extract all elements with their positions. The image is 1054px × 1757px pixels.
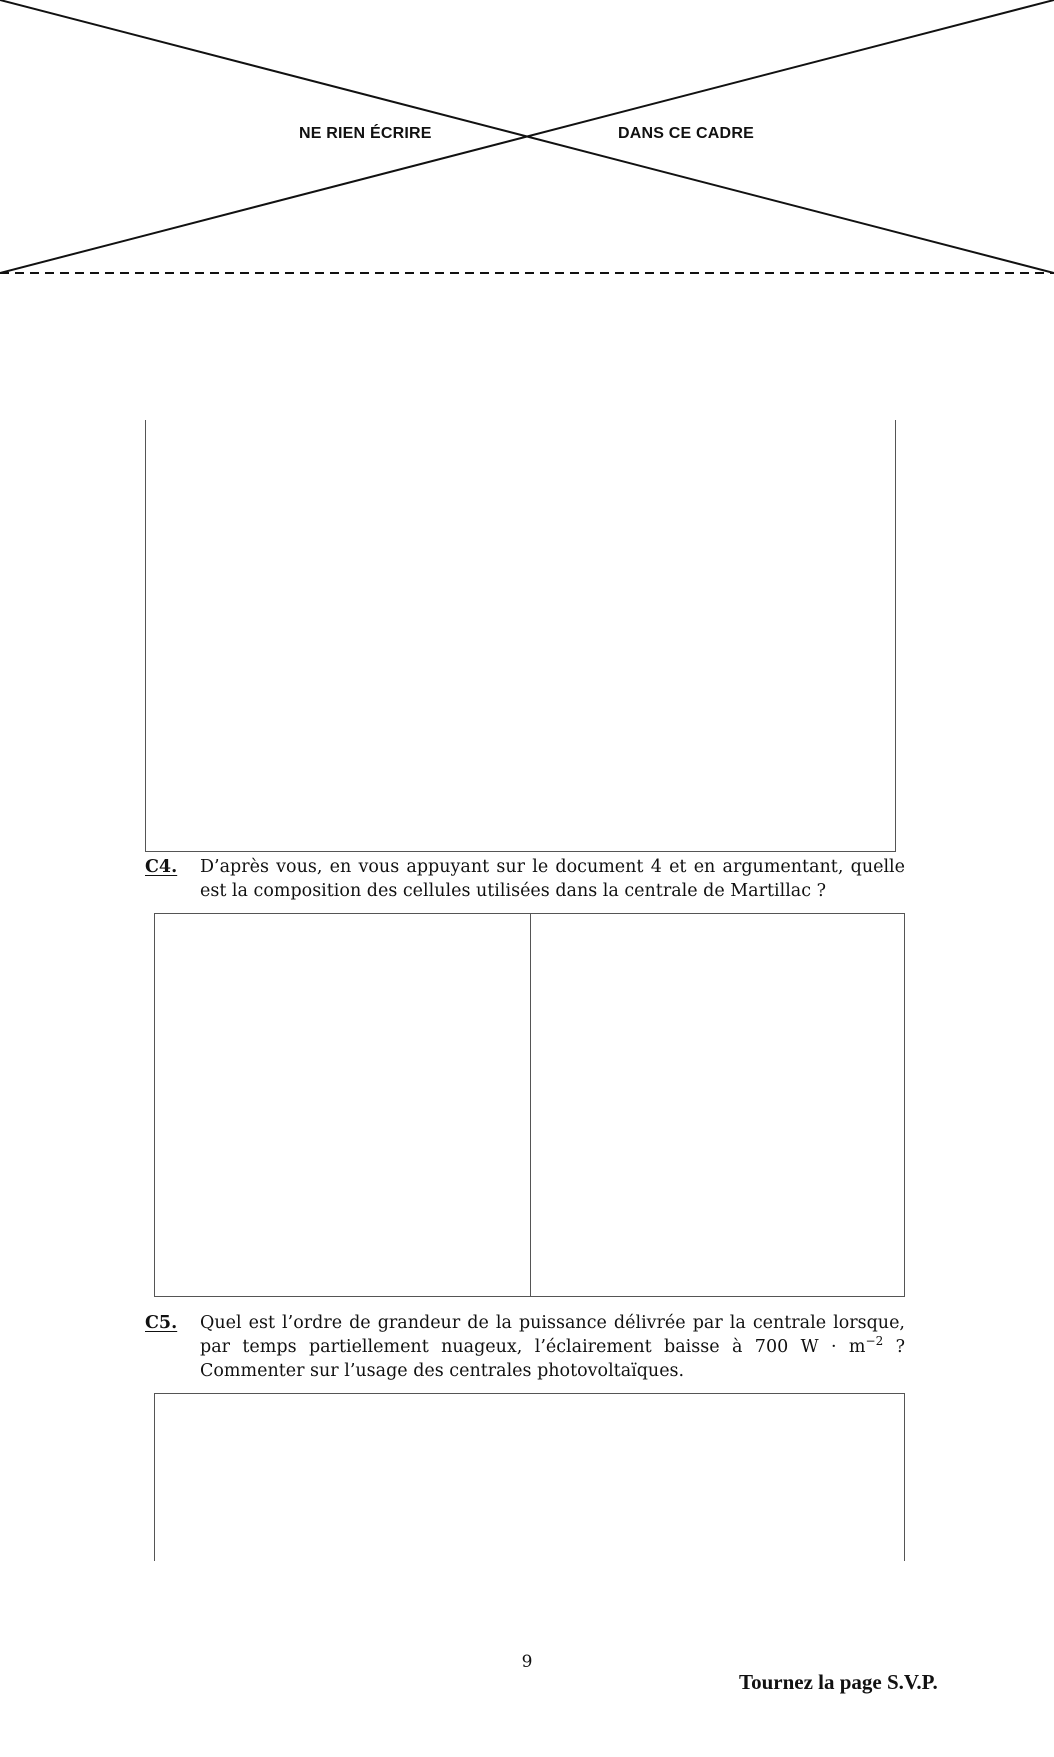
question-text-start: Quel est l’ordre de grandeur de la puissance délivrée par la centrale lorsque, par temps partiellement nuageux, l’éclairement baisse à 700 W · m xyxy=(200,1313,905,1357)
question-c5 xyxy=(145,1311,905,1383)
question-number: C4. xyxy=(145,857,178,877)
question-text xyxy=(200,1311,905,1383)
answer-box-previous[interactable] xyxy=(145,420,896,852)
answer-box-c5[interactable] xyxy=(154,1393,905,1561)
page-number: 9 xyxy=(521,1652,533,1672)
question-c4 xyxy=(145,855,905,903)
do-not-write-frame xyxy=(0,0,1054,280)
question-text: D’après vous, en vous appuyant sur le document 4 et en argumentant, quelle est la composition des cellules utilisées dans la centrale de Martillac ? xyxy=(200,857,905,901)
answer-box-c4[interactable] xyxy=(154,913,905,1297)
cross-lines xyxy=(0,0,1054,280)
header-label-left: NE RIEN ÉCRIRE xyxy=(299,125,432,142)
header-label-right: DANS CE CADRE xyxy=(618,125,754,142)
question-text-end: ? Commenter sur l’usage des centrales photovoltaïques. xyxy=(200,1337,905,1381)
question-number: C5. xyxy=(145,1313,178,1333)
unit-exponent: −2 xyxy=(865,1334,884,1349)
turn-page-note: Tournez la page S.V.P. xyxy=(739,1670,938,1694)
answer-box-divider xyxy=(530,914,531,1296)
